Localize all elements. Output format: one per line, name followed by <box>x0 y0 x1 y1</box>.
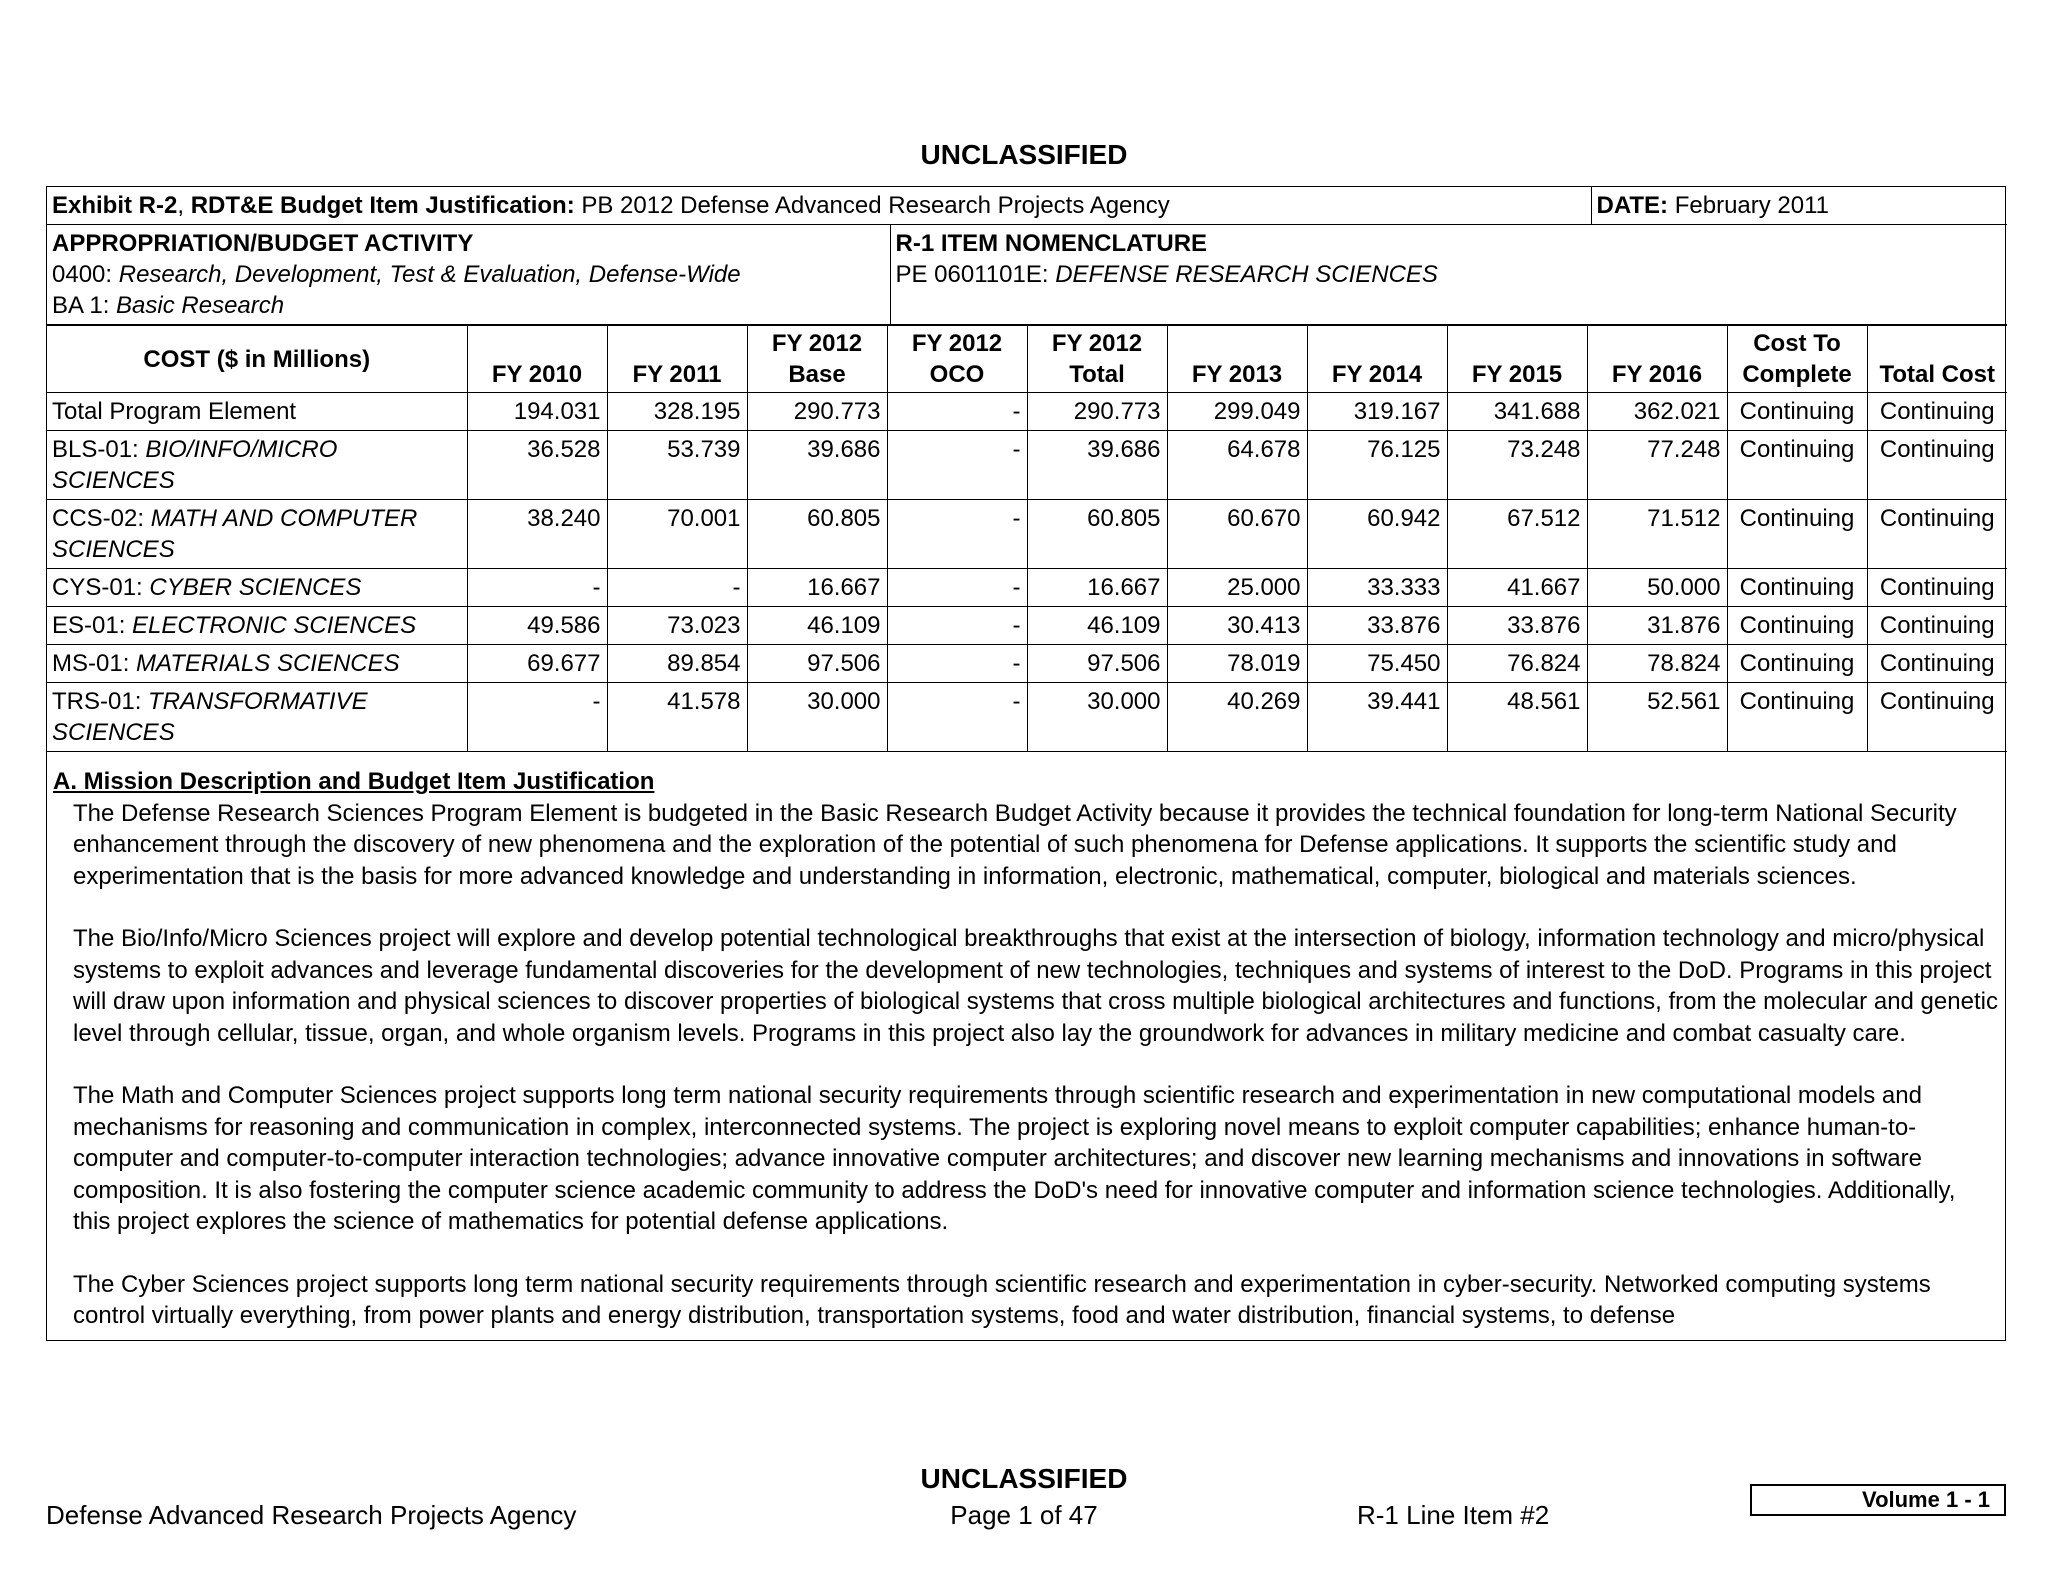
cost-cell: 41.578 <box>607 683 747 752</box>
project-code: CCS-02: <box>52 505 151 532</box>
cost-cell: Continuing <box>1727 393 1867 431</box>
cost-row <box>47 607 2007 645</box>
cost-cell: 31.876 <box>1587 607 1727 645</box>
exhibit-sep: , <box>177 192 191 219</box>
cost-row <box>47 683 2007 752</box>
cost-cell: 362.021 <box>1587 393 1727 431</box>
cost-header-top: FY 2012 <box>1051 330 1143 357</box>
appropriation-code: 0400: <box>52 261 119 288</box>
cost-cell: 39.686 <box>1027 431 1167 500</box>
exhibit-frame <box>46 186 2006 1341</box>
cost-cell: 77.248 <box>1587 431 1727 500</box>
cost-header-bottom: FY 2010 <box>491 361 583 388</box>
cost-header-8 <box>1447 326 1587 393</box>
mission-heading: A. Mission Description and Budget Item Justification <box>53 768 655 795</box>
appropriation-row <box>47 225 2007 325</box>
exhibit-title: RDT&E Budget Item Justification: <box>190 192 575 219</box>
cost-cell: 75.450 <box>1307 645 1447 683</box>
project-code: CYS-01: <box>52 574 150 601</box>
cost-table <box>47 325 2007 752</box>
cost-cell: 39.686 <box>747 431 887 500</box>
cost-header-2 <box>607 326 747 393</box>
cost-row-label <box>47 569 467 607</box>
r1-line <box>896 259 2003 290</box>
cost-header-bottom: Base <box>788 361 846 388</box>
cost-cell: 39.441 <box>1307 683 1447 752</box>
classification-bottom: UNCLASSIFIED <box>920 1463 1128 1494</box>
cost-row-label <box>47 683 467 752</box>
footer-line-item: R-1 Line Item #2 <box>1357 1500 1550 1530</box>
r1-cell <box>890 225 2007 325</box>
r1-label: R-1 ITEM NOMENCLATURE <box>895 230 1208 257</box>
budget-activity-line <box>52 290 885 321</box>
cost-header-1 <box>467 326 607 393</box>
cost-cell: - <box>467 569 607 607</box>
cost-cell: Continuing <box>1867 645 2007 683</box>
project-code: ES-01: <box>52 612 133 639</box>
appropriation-name: Research, Development, Test & Evaluation, Defense-Wide <box>118 261 741 288</box>
cost-row-label <box>47 645 467 683</box>
cost-cell: Continuing <box>1727 645 1867 683</box>
cost-row <box>47 569 2007 607</box>
cost-header-bottom: FY 2013 <box>1191 361 1283 388</box>
cost-cell: 89.854 <box>607 645 747 683</box>
project-name: TRANSFORMATIVE SCIENCES <box>52 688 368 746</box>
cost-cell: 73.023 <box>607 607 747 645</box>
cost-cell: - <box>887 500 1027 569</box>
project-code: TRS-01: <box>52 688 149 715</box>
cost-cell: 60.805 <box>1027 500 1167 569</box>
project-name: CYBER SCIENCES <box>149 574 362 601</box>
cost-header-bottom: Total <box>1069 361 1125 388</box>
cost-cell: 52.561 <box>1587 683 1727 752</box>
cost-cell: - <box>887 393 1027 431</box>
cost-cell: Continuing <box>1867 607 2007 645</box>
cost-row <box>47 500 2007 569</box>
cost-cell: Continuing <box>1867 393 2007 431</box>
cost-cell: Continuing <box>1867 431 2007 500</box>
ba-code: BA 1: <box>52 292 117 319</box>
cost-row-label <box>47 393 467 431</box>
cost-header-bottom: FY 2014 <box>1331 361 1423 388</box>
project-name: MATERIALS SCIENCES <box>136 650 400 677</box>
date-value: February 2011 <box>1674 192 1830 219</box>
cost-cell: 69.677 <box>467 645 607 683</box>
cost-cell: Continuing <box>1727 607 1867 645</box>
appropriation-line <box>52 259 885 290</box>
cost-cell: 30.000 <box>747 683 887 752</box>
cost-row-label <box>47 431 467 500</box>
cost-header-10 <box>1727 326 1867 393</box>
cost-cell: 76.125 <box>1307 431 1447 500</box>
cost-cell: 40.269 <box>1167 683 1307 752</box>
cost-cell: 30.000 <box>1027 683 1167 752</box>
cost-cell: 73.248 <box>1447 431 1587 500</box>
cost-cell: 50.000 <box>1587 569 1727 607</box>
volume-box: Volume 1 - 1 <box>1750 1484 2006 1516</box>
project-name: BIO/INFO/MICRO SCIENCES <box>52 436 338 494</box>
cost-cell: 41.667 <box>1447 569 1587 607</box>
cost-cell: 290.773 <box>1027 393 1167 431</box>
cost-header-top: FY 2012 <box>911 330 1003 357</box>
date-label: DATE: <box>1596 192 1669 219</box>
cost-cell: 290.773 <box>747 393 887 431</box>
exhibit-row <box>47 187 2007 225</box>
cost-cell: Continuing <box>1727 500 1867 569</box>
cost-row-label <box>47 500 467 569</box>
mission-paragraph-2: The Bio/Info/Micro Sciences project will explore and develop potential technological breakthroughs that exist at the intersection of biology, information technology and micro/physical systems to exploit advances and leverage fundamental discoveries for the development of new technologies, techniques and systems of interest to the DoD. Programs in this project will draw upon information and physical sciences to discover properties of biological systems that cross multiple biological architectures and functions, from the molecular and genetic level through cellular, tissue, organ, and whole organism levels. Programs in this project also lay the groundwork for advances in military medicine and combat casualty care. <box>73 925 1998 1047</box>
cost-cell: 70.001 <box>607 500 747 569</box>
cost-cell: Continuing <box>1727 683 1867 752</box>
cost-header-6 <box>1167 326 1307 393</box>
cost-row-label <box>47 607 467 645</box>
exhibit-label: Exhibit R-2 <box>52 192 178 219</box>
cost-cell: Continuing <box>1727 431 1867 500</box>
cost-header-bottom: Total Cost <box>1879 361 1996 388</box>
cost-cell: 341.688 <box>1447 393 1587 431</box>
cost-cell: 60.670 <box>1167 500 1307 569</box>
mission-paragraph-1: The Defense Research Sciences Program Element is budgeted in the Basic Research Budget Activity because it provides the technical foundation for long-term National Security enhancement through the discovery of new phenomena and the exploration of the potential of such phenomena for Defense applications. It supports the scientific study and experimentation that is the basis for more advanced knowledge and understanding in information, electronic, mathematical, computer, biological and materials sciences. <box>73 799 1957 890</box>
appropriation-label: APPROPRIATION/BUDGET ACTIVITY <box>52 230 474 257</box>
cost-header-11 <box>1867 326 2007 393</box>
project-code: Total Program Element <box>52 398 297 425</box>
cost-cell: 46.109 <box>747 607 887 645</box>
cost-cell: 30.413 <box>1167 607 1307 645</box>
cost-cell: Continuing <box>1727 569 1867 607</box>
cost-cell: 319.167 <box>1307 393 1447 431</box>
cost-cell: - <box>887 431 1027 500</box>
cost-cell: - <box>887 683 1027 752</box>
r1-code: PE 0601101E: <box>895 261 1056 288</box>
cost-cell: 33.333 <box>1307 569 1447 607</box>
cost-header-bottom: Complete <box>1742 361 1852 388</box>
cost-header-5 <box>1027 326 1167 393</box>
cost-cell: 16.667 <box>1027 569 1167 607</box>
cost-header-7 <box>1307 326 1447 393</box>
cost-cell: 97.506 <box>747 645 887 683</box>
cost-header-4 <box>887 326 1027 393</box>
cost-cell: 48.561 <box>1447 683 1587 752</box>
classification-top: UNCLASSIFIED <box>920 139 1128 170</box>
cost-cell: 328.195 <box>607 393 747 431</box>
cost-cell: 60.942 <box>1307 500 1447 569</box>
project-code: BLS-01: <box>52 436 146 463</box>
mission-paragraph-4: The Cyber Sciences project supports long term national security requirements through scientific research and experimentation in cyber-security. Networked computing systems control virtually everything, from power plants and energy distribution, transportation systems, food and water distribution, financial systems, to defense <box>73 1270 1931 1329</box>
cost-header-bottom: FY 2015 <box>1471 361 1563 388</box>
cost-cell: Continuing <box>1867 500 2007 569</box>
cost-cell: 299.049 <box>1167 393 1307 431</box>
cost-cell: 46.109 <box>1027 607 1167 645</box>
cost-cell: Continuing <box>1867 569 2007 607</box>
cost-table-body <box>47 393 2007 752</box>
cost-header-bottom: FY 2016 <box>1611 361 1703 388</box>
cost-cell: 64.678 <box>1167 431 1307 500</box>
cost-row <box>47 393 2007 431</box>
appropriation-cell <box>47 225 890 325</box>
cost-cell: 38.240 <box>467 500 607 569</box>
cost-cell: 78.019 <box>1167 645 1307 683</box>
cost-cell: 71.512 <box>1587 500 1727 569</box>
cost-cell: 49.586 <box>467 607 607 645</box>
r1-name: DEFENSE RESEARCH SCIENCES <box>1055 261 1438 288</box>
exhibit-cell <box>47 187 1591 225</box>
footer-page-number: Page 1 of 47 <box>950 1500 1098 1530</box>
header-table <box>47 187 2007 325</box>
mission-paragraph-3: The Math and Computer Sciences project supports long term national security requirements through scientific research and experimentation in new computational models and mechanisms for reasoning and communication in complex, interconnected systems. The project is exploring novel means to exploit computer capabilities; enhance human-to-computer and computer-to-computer interaction technologies; advance innovative computer architectures; and discover new learning mechanisms and innovations in software composition. It is also fostering the computer science academic community to address the DoD's need for innovative computer and information science technologies. Additionally, this project explores the science of mathematics for potential defense applications. <box>73 1082 1956 1235</box>
cost-cell: - <box>887 569 1027 607</box>
cost-cell: - <box>887 607 1027 645</box>
cost-header-top: Cost To <box>1753 330 1841 357</box>
cost-header-0 <box>47 326 467 393</box>
project-code: MS-01: <box>52 650 137 677</box>
cost-header-bottom: OCO <box>929 361 985 388</box>
cost-cell: - <box>607 569 747 607</box>
project-name: ELECTRONIC SCIENCES <box>132 612 417 639</box>
cost-header-3 <box>747 326 887 393</box>
cost-cell: 76.824 <box>1447 645 1587 683</box>
cost-cell: 60.805 <box>747 500 887 569</box>
cost-cell: 36.528 <box>467 431 607 500</box>
cost-row <box>47 431 2007 500</box>
mission-section <box>47 752 2005 1340</box>
cost-cell: 97.506 <box>1027 645 1167 683</box>
cost-cell: 78.824 <box>1587 645 1727 683</box>
cost-header-top: FY 2012 <box>771 330 863 357</box>
cost-cell: - <box>887 645 1027 683</box>
cost-cell: 16.667 <box>747 569 887 607</box>
date-cell <box>1591 187 2007 225</box>
cost-cell: 25.000 <box>1167 569 1307 607</box>
cost-cell: 194.031 <box>467 393 607 431</box>
footer-agency: Defense Advanced Research Projects Agency <box>46 1500 577 1530</box>
cost-cell: 53.739 <box>607 431 747 500</box>
project-name: MATH AND COMPUTER SCIENCES <box>52 505 418 563</box>
cost-cell: 33.876 <box>1307 607 1447 645</box>
cost-table-header-row <box>47 326 2007 393</box>
cost-cell: - <box>467 683 607 752</box>
cost-header-bottom: COST ($ in Millions) <box>143 345 371 373</box>
cost-cell: 67.512 <box>1447 500 1587 569</box>
cost-header-bottom: FY 2011 <box>632 361 722 388</box>
cost-row <box>47 645 2007 683</box>
exhibit-value: PB 2012 Defense Advanced Research Projects Agency <box>581 192 1170 219</box>
cost-cell: 33.876 <box>1447 607 1587 645</box>
cost-cell: Continuing <box>1867 683 2007 752</box>
ba-name: Basic Research <box>116 292 285 319</box>
cost-header-9 <box>1587 326 1727 393</box>
